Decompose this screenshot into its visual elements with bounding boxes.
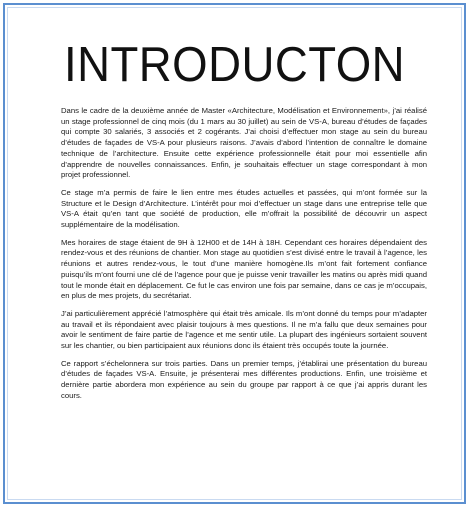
paragraph: Mes horaires de stage étaient de 9H à 12H00 et de 14H à 18H. Cependant ces horaires dépendaient des rendez-vous et des réunions de chantier. Mon stage au quotidien s’est divisé entre le travail à l’agence, les réunions et autres rendez-vous, le tout d’une manière homogène.Ils m’ont fait fortement confiance puisqu’ils m’ont fourni une clé de l’agence pour que je puisse venir travailler les matins ou après midi quand tout le monde était en déplacement. Ce fut le cas environ une fois par semaine, dans ce cas je m’occupais, en plus de mes projets, du secrétariat. <box>61 237 427 301</box>
paragraph: Dans le cadre de la deuxième année de Master «Architecture, Modélisation et Environnement», j’ai réalisé un stage professionnel de cinq mois (du 1 mars au 30 juillet) au sein de VS-A, bureau d’études de façades qui compte 30 salariés, 3 associés et 2 cogérants. J’ai choisi d’effectuer mon stage au sein du bureau d’études de façades de VS-A pour plusieurs raisons. J’avais d’abord l’intention de connaître le domaine technique de l’architecture. Ensuite cette expérience professionnelle était pour moi essentielle afin d’apprendre de nouvelles connaissances. Enfin, je souhaitais effectuer un stage correspondant à mon projet professionnel. <box>61 106 427 180</box>
document-body <box>61 106 427 402</box>
paragraph: Ce stage m’a permis de faire le lien entre mes études actuelles et passées, qui m’ont formée sur la Structure et le Design d’Architecture. L’intérêt pour moi d’effectuer un stage dans une entreprise telle que VS-A était qu’en tant que société de production, elle m’offrait la possibilité de découvrir un aspect supplémentaire de la modélisation. <box>61 187 427 230</box>
page-frame <box>3 3 466 504</box>
document-title: INTRODUCTON <box>64 38 405 92</box>
paragraph: Ce rapport s’échelonnera sur trois parties. Dans un premier temps, j’établirai une présentation du bureau d’études de façades VS-A. Ensuite, je présenterai mes différentes productions. Enfin, une troisième et dernière partie abordera mon expérience au sein du groupe par rapport à ce que j’ai appris durant les cours. <box>61 358 427 400</box>
paragraph: J’ai particulièrement apprécié l’atmosphère qui était très amicale. Ils m’ont donné du temps pour m’adapter au travail et ils répondaient avec plaisir toujours à mes questions. Il ne m’a fallu que deux semaines pour avoir le sentiment de faire partie de l’agence et me sentir utile. La plupart des ingénieurs sortaient souvent sur les chantier, ou bien participaient aux réunions donc ils étaient très occupés toute la journée. <box>61 308 427 351</box>
